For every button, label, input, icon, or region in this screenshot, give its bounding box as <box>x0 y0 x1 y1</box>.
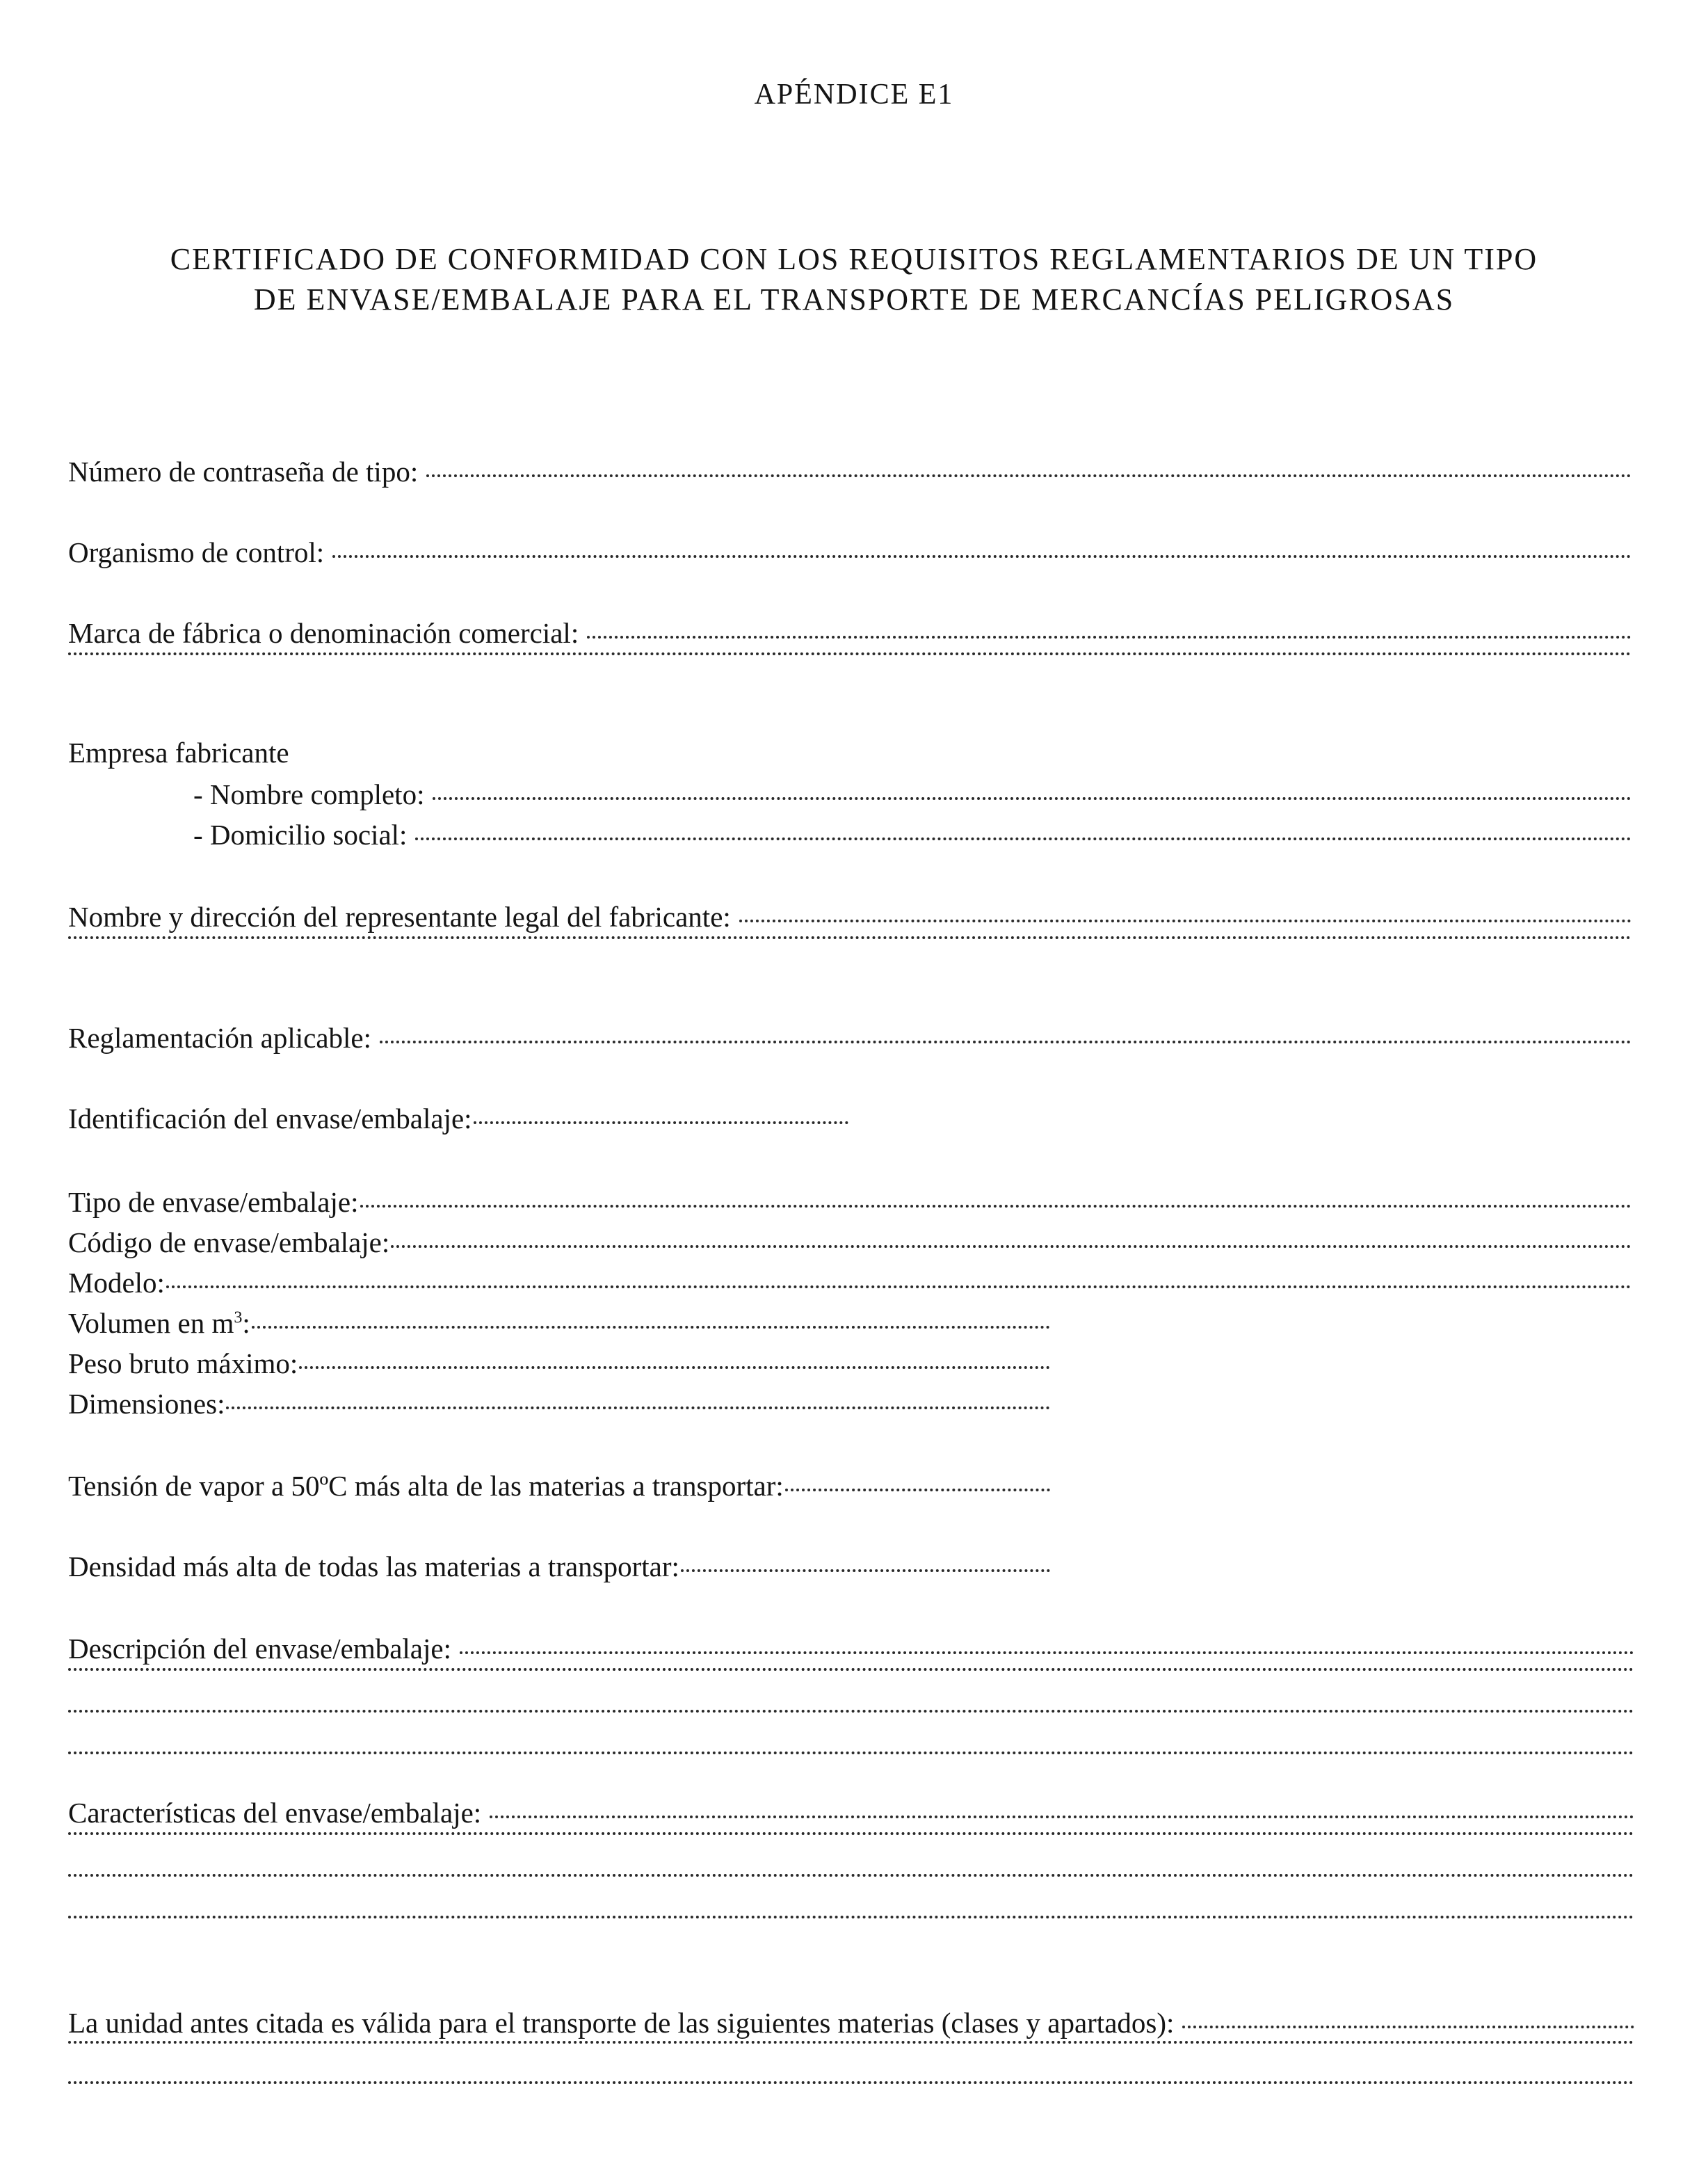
volumen-text: Volumen en m <box>68 1307 234 1339</box>
field-marca-fabrica-continuation[interactable] <box>68 657 1632 696</box>
fill-line[interactable] <box>68 1832 1634 1835</box>
fill-line[interactable] <box>68 1752 1634 1754</box>
field-label: Tensión de vapor a 50ºC más alta de las materias a transportar: <box>68 1470 784 1502</box>
field-label: - Domicilio social: <box>193 819 408 851</box>
field-caracteristicas[interactable] <box>68 1793 1634 1832</box>
fill-line[interactable] <box>490 1816 1634 1818</box>
field-representante-legal-continuation[interactable] <box>68 940 1632 979</box>
title-line-1: CERTIFICADO DE CONFORMIDAD CON LOS REQUISITOS REGLAMENTARIOS DE UN TIPO <box>170 242 1538 276</box>
field-descripcion-continuation[interactable] <box>68 1672 1634 1711</box>
fill-line[interactable] <box>474 1121 848 1124</box>
fill-line[interactable] <box>226 1406 1050 1409</box>
field-codigo[interactable] <box>68 1223 1632 1262</box>
fill-line[interactable] <box>166 1285 1632 1288</box>
volumen-exponent: 3 <box>234 1308 243 1327</box>
fill-line[interactable] <box>68 936 1632 939</box>
field-tension-vapor[interactable] <box>68 1466 1050 1505</box>
fill-line[interactable] <box>415 837 1632 840</box>
fill-line[interactable] <box>380 1041 1632 1043</box>
fill-line[interactable] <box>68 1916 1634 1918</box>
field-marca-fabrica[interactable] <box>68 614 1632 652</box>
section-empresa-fabricante <box>68 733 485 772</box>
fill-line[interactable] <box>681 1569 1050 1572</box>
field-descripcion-continuation[interactable] <box>68 1714 1634 1753</box>
field-label: Densidad más alta de todas las materias a transportar: <box>68 1550 679 1582</box>
document-title <box>0 239 1708 320</box>
field-label: Organismo de control: <box>68 536 325 568</box>
fill-line[interactable] <box>68 2081 1634 2084</box>
field-caracteristicas-continuation[interactable] <box>68 1920 1634 1959</box>
field-domicilio-social[interactable] <box>193 815 1632 854</box>
field-tipo[interactable] <box>68 1183 1632 1221</box>
field-label: Tipo de envase/embalaje: <box>68 1186 359 1218</box>
fill-line[interactable] <box>299 1366 1050 1369</box>
fill-line[interactable] <box>739 920 1632 922</box>
field-representante-legal[interactable] <box>68 897 1632 936</box>
fill-line[interactable] <box>785 1489 1050 1491</box>
field-label: Código de envase/embalaje: <box>68 1226 390 1258</box>
field-label: Descripción del envase/embalaje: <box>68 1633 451 1665</box>
field-label: Modelo: <box>68 1267 165 1299</box>
fill-line[interactable] <box>332 555 1632 558</box>
field-reglamentacion[interactable] <box>68 1018 1632 1057</box>
field-label: Número de contraseña de tipo: <box>68 456 419 488</box>
field-numero-contrasena[interactable] <box>68 452 1632 491</box>
field-volumen[interactable] <box>68 1304 1050 1343</box>
field-label: Nombre y dirección del representante legal del fabricante: <box>68 901 731 933</box>
field-densidad[interactable] <box>68 1547 1050 1586</box>
field-label: La unidad antes citada es válida para el transporte de las siguientes materias (clases y apartados): <box>68 2007 1175 2039</box>
fill-line[interactable] <box>460 1651 1634 1654</box>
fill-line[interactable] <box>433 797 1632 800</box>
field-label: Peso bruto máximo: <box>68 1347 298 1379</box>
appendix-heading: APÉNDICE E1 <box>754 79 954 111</box>
field-organismo-control[interactable] <box>68 533 1632 572</box>
field-label: - Nombre completo: <box>193 778 425 810</box>
fill-line[interactable] <box>360 1205 1632 1208</box>
field-dimensiones[interactable] <box>68 1384 1050 1423</box>
field-descripcion-continuation[interactable] <box>68 1756 1634 1795</box>
field-label: Marca de fábrica o denominación comercial: <box>68 617 579 649</box>
field-descripcion[interactable] <box>68 1629 1634 1668</box>
field-unidad-valida-continuation[interactable] <box>68 2085 1634 2124</box>
field-unidad-valida[interactable] <box>68 2003 1634 2042</box>
field-unidad-valida-continuation[interactable] <box>68 2045 1634 2084</box>
field-modelo[interactable] <box>68 1263 1632 1302</box>
section-label: Empresa fabricante <box>68 737 289 769</box>
field-peso-bruto[interactable] <box>68 1344 1050 1383</box>
fill-line[interactable] <box>68 1668 1634 1671</box>
field-nombre-completo[interactable] <box>193 775 1632 814</box>
fill-line[interactable] <box>426 474 1632 477</box>
fill-line[interactable] <box>252 1326 1050 1329</box>
fill-line[interactable] <box>587 636 1632 639</box>
fill-line[interactable] <box>68 652 1632 655</box>
volumen-colon: : <box>242 1307 250 1339</box>
fill-line[interactable] <box>68 1874 1634 1877</box>
field-caracteristicas-continuation[interactable] <box>68 1836 1634 1875</box>
fill-line[interactable] <box>1182 2026 1634 2028</box>
field-label <box>68 1304 250 1343</box>
field-label: Identificación del envase/embalaje: <box>68 1103 472 1135</box>
title-line-2: DE ENVASE/EMBALAJE PARA EL TRANSPORTE DE MERCANCÍAS PELIGROSAS <box>253 282 1455 316</box>
fill-line[interactable] <box>68 2041 1634 2044</box>
field-label: Características del envase/embalaje: <box>68 1797 482 1829</box>
fill-line[interactable] <box>391 1245 1632 1248</box>
field-identificacion[interactable] <box>68 1099 848 1138</box>
fill-line[interactable] <box>68 1710 1634 1713</box>
field-caracteristicas-continuation[interactable] <box>68 1878 1634 1917</box>
field-label: Dimensiones: <box>68 1388 225 1420</box>
field-label: Reglamentación aplicable: <box>68 1022 372 1054</box>
